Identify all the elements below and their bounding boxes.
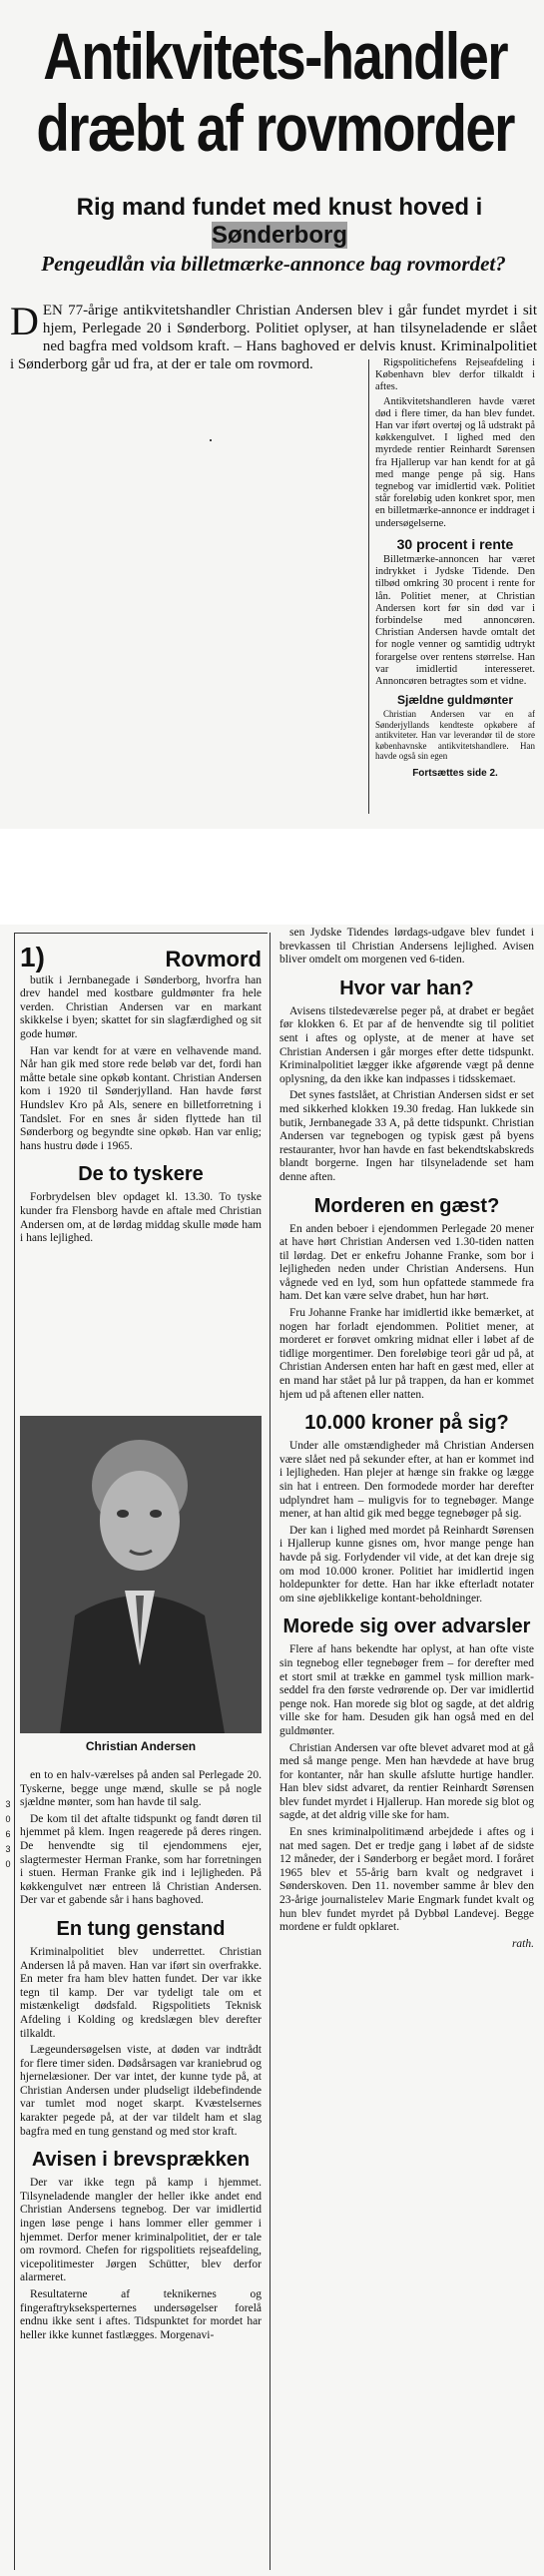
page-gap [0, 829, 544, 925]
col1-p8: Der var ikke tegn på kamp i hjemmet. Tilsyneladende mangler der heller ikke andet end Christian Andersens tegnebog. Der var imidlertid ingen løse penge i hans lommer eller gemmer i hjemmet. Derfor mener kriminalpolitiet, der er tale om rovmord. Chefen for rigspolitiets rejseafdeling, vicepolitimester Jørgen Schütter, blev derfor alarmeret. [20, 2177, 262, 2284]
italic-subheading: Pengeudlån via billetmærke-annonce bag rovmordet? [41, 252, 506, 276]
col1-p7: Lægeundersøgelsen viste, at døden var indtrådt for flere timer siden. Dødsårsagen var kraniebrud og hjernelæsioner. Der var intet, der kunne tyde på, at Christian Andersen under pludseligt ildebefindende var tumlet mod noget skarpt. Kvæstelsernes karakter pegede på, at der var tildelt ham et slag bagfra med en tung genstand og med stor kraft. [20, 2044, 262, 2138]
margin-numbers [3, 1797, 13, 1872]
byline-signoff: rath. [511, 1937, 534, 1950]
column-left [20, 942, 262, 1249]
subheading-morede-sig: Morede sig over advarsler [282, 1615, 531, 1638]
page-marker: 1) [20, 942, 45, 972]
center-rule [270, 933, 271, 2570]
column-right [279, 927, 534, 1954]
col1-p5: De kom til det aftalte tidspunkt og fandt døren til hjemmet på klem. Ingen reagerede på deres ringen. De henvendte sig til ejendommens ejer, slagtermester Herman Franke, som har forretningen i stuen. Herman Franke gik ind i lejligheden. På køkkengulvet nær entreen lå Christian Andersen. Der var et gabende sår i hans baghoved. [20, 1812, 262, 1907]
col2-p7: Der kan i lighed med mordet på Reinhardt Sørensen i Hjallerup kunne gisnes om, hvor mange penge han havde på sig. Forlydender vil vide, at det kan dreje sig om mod 10.000 kroner. Politiet har imidlertid ingen holdepunkter for dette. Han har ikke efterladt notater om sine øjeblikkelige kontant-beholdninger. [279, 1524, 534, 1605]
right-col-p2: Antikvitetshandleren havde været død i flere timer, da han blev fundet. Han var iført overtøj og lå udstrakt på køkkengulvet. I lighed med den myrdede rentier Reinhardt Sørensen fra Hjallerup var han kendt for at gå med mange penge på sig. Hans tegnebog var imidlertid væk. Politiet står foreløbig uden konkret spor, men en billetmærke-annonce er inddraget i undersøgelserne. [375, 395, 535, 529]
col2-p10: En snes kriminalpolitimænd arbejdede i aftes og i nat med sagen. Det er tredje gang i løbet af de sidste 12 måneder, der i Sønderborg er begået mord. I foråret 1965 blev et 55-årig barn kvalt og nedgravet i Sønderskoven. Den 11. november samme år blev den 23-årige journalistelev Marie Engmark fundet kvalt og hun blev fundet myrdet på Dybbøl Landevej. Begge mordene er fuldt opklaret. [279, 1826, 534, 1934]
right-column [375, 357, 535, 780]
column-rule [368, 359, 369, 814]
subhead-highlight: Sønderborg [212, 222, 347, 249]
right-col-p3: Billetmærke-annoncen har været indrykket i Jydske Tidende. Den tilbød omkring 30 procent i rente for lån. Politiet mener, at Christian Andersen kort før sin død var i forbindelse med annoncøren. Christian Andersen havde omtalt det for nogle venner og samtidig udtrykt forargelse over rentens størrelse. Han var imidlertid interesseret. Annoncøren betragtes som et vidne. [375, 554, 535, 688]
margin-number: 0 [5, 1814, 11, 1824]
col1-p6: Kriminalpolitiet blev underrettet. Christian Andersen lå på maven. Han var iført sin overfrakke. En meter fra ham blev hatten fundet. Der var ikke tegn til kamp. Der var tydeligt tale om et mistænkeligt dødsfald. Rigspolitiets Teknisk Afdeling i Kolding og kredslægen blev derefter tilkaldt. [20, 1945, 262, 2040]
col2-p8: Flere af hans bekendte har oplyst, at han ofte viste sin tegnebog eller tegnebøger frem – for derefter med et stort smil at trække en gammel tysk million mark-seddel fra den første vedrørende op. Der var imidlertid penge nok. Han morede sig blot og sagde, at det aldrig ville ske for ham. Desuden gik han også med en del guldmønter. [279, 1643, 534, 1737]
subheading-morderen: Morderen en gæst? [313, 1194, 500, 1217]
top-rule [14, 933, 268, 934]
continued-note: Fortsættes side 2. [412, 767, 498, 779]
left-border [14, 933, 15, 2570]
col2-p2: Avisens tilstedeværelse peger på, at drabet er begået før klokken 6. Et par af de henvendte sig til politiet sent i aftes og oplyste, at de mener at have set Christian Andersen i går morges efter dette tidspunkt. Kriminalpolitiet lægger ikke afgørende vægt på denne oplysning, da den ikke kan indpasses i tidsskemaet. [279, 1004, 534, 1085]
continuation-head [20, 942, 262, 972]
right-col-p4: Christian Andersen var en af Sønderjyllands kendteste opkøbere af antikviteter. Han var leverandør til de store københavnske antikvitetshandlere. Han havde også sin egen [375, 709, 535, 762]
col1-p2: Han var kendt for at være en velhavende mand. Når han gik med store rede beløb var det, fordi han måtte betale sine opkøb kontant. Christian Andersen kom i 1920 til Sønderjylland. Han havde først Hundslev Kro på Als, senere en billetforretning i Tandslet. For en snes år siden flyttede han til Sønderborg og begyndte sine opkøb. Han var enlig; hans hustru døde i 1965. [20, 1044, 262, 1152]
subheading-tung-genstand: En tung genstand [56, 1917, 226, 1940]
right-col-p1: Rigspolitichefens Rejseafdeling i København blev derfor tilkaldt i aftes. [375, 357, 535, 393]
margin-number: 3 [5, 1799, 11, 1809]
margin-number: 3 [5, 1844, 11, 1854]
col2-p1: sen Jydske Tidendes lørdags-udgave blev fundet i brevkassen til Christian Andersens lejlighed. Avisen bliver omdelt om morgenen ved 6-tiden. [279, 927, 534, 966]
continuation-title: Rovmord [165, 947, 262, 971]
subheading-avisen: Avisen i brevsprækken [31, 2149, 251, 2172]
col1-p9: Resultaterne af teknikernes og fingeraftrykseksperternes undersøgelser forelå endnu ikke sent i aftes. Tidspunktet for mordet har heller ikke kunnet fastlægges. Morgenavi- [20, 2288, 262, 2341]
col2-p9: Christian Andersen var ofte blevet advaret mod at gå med så mange penge. Men han hævdede at have brug for kontanter, når han skulle afslutte hurtige handler. Han blev sidst advaret, da rentier Reinhardt Sørensen blev fundet myrdet i Hjallerup. Han morede sig blot og sagde, at det aldrig ville ske for ham. [279, 1741, 534, 1822]
col2-p3: Det synes fastslået, at Christian Andersen sidst er set med sikkerhed klokken 19.30 fredag. Han lukkede sin butik, Jernbanegade 33 A, på dette tidspunkt. Christian Andersen var tegnebogen og typisk gæst på byens restauranter, hvor han havde en fast bekendtskabskreds blandt borgerne. Ingen har tilsyneladende set ham denne aften. [279, 1089, 534, 1183]
col1-p4: en to en halv-værelses på anden sal Perlegade 20. Tyskerne, begge unge mænd, skulle se på nogle sjældne mønter, som han havde til salg. [20, 1769, 262, 1809]
col2-p5: Fru Johanne Franke har imidlertid ikke bemærket, at nogen har forladt ejendommen. Politiet mener, at morderet er forøvet omkring midnat eller i løbet af de tidlige morgentimer. Den foreløbige teori går ud på, at Christian Andersen enten har haft en gæst med, eller at en mand har stået på lur på trappen, da han er kommet hjem ud på aftenen eller natten. [279, 1307, 534, 1401]
col1-p1: butik i Jernbanegade i Sønderborg, hvorfra han drev handel med kostbare guldmønter fra hele verden. Christian Andersen var en markant skikkelse i byen; skattet for sin slagfærdighed og sit gode humør. [20, 973, 262, 1040]
portrait-photo [20, 1416, 262, 1733]
col2-p6: Under alle omstændigheder må Christian Andersen være slået ned på sekunder efter, at han er kommet ind i lejligheden. Han plejer at hænge sin frakke og lægge sin hat i entreen. Den formodede morder har derefter udplyndret ham – muligvis for to tegnebøger. Mange mener, at han altid gik med begge tegnebøger på sig. [279, 1440, 534, 1521]
subhead-text: Rig mand fundet med knust hoved i [76, 194, 483, 221]
col2-p4: En anden beboer i ejendommen Perlegade 20 mener at have hørt Christian Andersen ved 1.30-tiden natten til lørdag. Det er enkefru Johanne Franke, som bor i lejligheden neden under Christian Andersens. Hun vågnede ved en lyd, som hun opfattede stammede fra ham. Det kan være selve drabet, hun har hørt. [279, 1222, 534, 1303]
intro-text: EN 77-årige antikvitetshandler Christian Andersen blev i går fundet myrdet i sit hjem, Perlegade 20 i Sønderborg. Politiet oplyser, at han tilsyneladende er slået ned bagfra med voldsom kraft. – Hans baghoved er delvis knust. Kriminalpolitiet i Sønderborg går ud fra, at der er tale om rovmord. [10, 303, 537, 372]
drop-cap: D [10, 299, 39, 343]
subheading-guldmonter: Sjældne guldmønter [396, 693, 513, 708]
subheading-hvor-var-han: Hvor var han? [339, 976, 474, 999]
margin-number: 0 [5, 1859, 11, 1869]
photo-caption: Christian Andersen [85, 1739, 197, 1753]
col1-p3: Forbrydelsen blev opdaget kl. 13.30. To tyske kunder fra Flensborg havde en aftale med Christian Andersen om, at de lørdag middag skulle møde ham i hans lejlighed. [20, 1191, 262, 1245]
margin-number: 6 [5, 1829, 11, 1839]
column-left-lower [20, 1769, 262, 2345]
subheading-30-procent: 30 procent i rente [396, 535, 514, 552]
speck [210, 439, 212, 441]
headline: Antikvitets-handler dræbt af rovmorder [36, 19, 514, 165]
subheading-de-to-tyskere: De to tyskere [78, 1163, 204, 1186]
subhead [40, 194, 519, 250]
empty-left-area [10, 359, 364, 794]
subheading-10000-kroner: 10.000 kroner på sig? [304, 1412, 509, 1435]
